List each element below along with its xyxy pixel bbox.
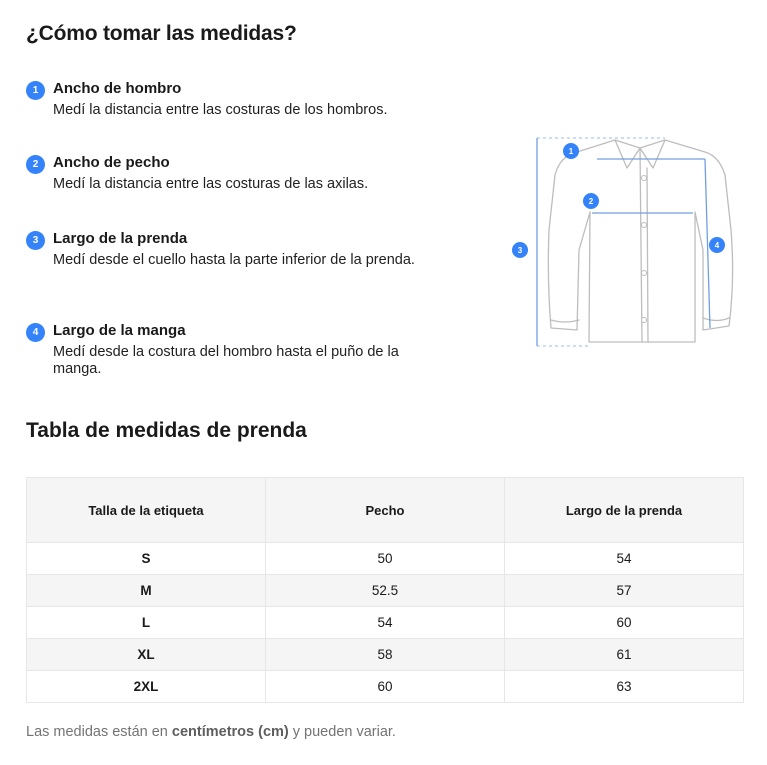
table-row: [27, 671, 744, 703]
measure-markers: [512, 143, 725, 258]
step-title: Ancho de pecho: [53, 154, 170, 171]
marker-1: 1: [568, 147, 574, 156]
step-description: Medí la distancia entre las costuras de las axilas.: [53, 176, 369, 192]
disclaimer-suffix: y pueden variar.: [288, 724, 396, 740]
page-title: ¿Cómo tomar las medidas?: [26, 22, 297, 45]
chest-cell: 58: [266, 639, 505, 671]
disclaimer-prefix: Las medidas están en: [26, 724, 172, 740]
table-header-row: [27, 478, 744, 543]
step-number-badge: 1: [26, 81, 45, 100]
step-title: Ancho de hombro: [53, 80, 182, 97]
length-cell: 57: [505, 575, 744, 607]
table-row: [27, 543, 744, 575]
size-cell: 2XL: [27, 671, 266, 703]
chest-cell: 60: [266, 671, 505, 703]
column-header-chest: Pecho: [266, 478, 505, 543]
step-title: Largo de la prenda: [53, 230, 188, 247]
length-cell: 54: [505, 543, 744, 575]
column-header-size: Talla de la etiqueta: [27, 478, 266, 543]
shirt-measurement-icon: [505, 130, 745, 355]
marker-4: 4: [714, 241, 720, 250]
step-title: Largo de la manga: [53, 322, 186, 339]
table-row: [27, 607, 744, 639]
disclaimer-units: centímetros (cm): [171, 724, 289, 740]
size-cell: L: [27, 607, 266, 639]
chest-cell: 50: [266, 543, 505, 575]
units-disclaimer: [26, 724, 396, 740]
step-description: Medí desde el cuello hasta la parte inferior de la prenda.: [53, 252, 415, 268]
size-table-title: Tabla de medidas de prenda: [26, 419, 307, 442]
step-number-badge: 4: [26, 323, 45, 342]
marker-2: 2: [588, 197, 594, 206]
step-description: Medí la distancia entre las costuras de los hombros.: [53, 102, 388, 118]
shirt-measurement-illustration: [505, 130, 745, 355]
marker-3: 3: [517, 246, 523, 255]
size-cell: M: [27, 575, 266, 607]
step-description: Medí desde la costura del hombro hasta el puño de la manga.: [53, 344, 399, 377]
table-row: [27, 575, 744, 607]
size-table: [26, 477, 744, 703]
size-cell: XL: [27, 639, 266, 671]
length-cell: 61: [505, 639, 744, 671]
length-cell: 60: [505, 607, 744, 639]
column-header-length: Largo de la prenda: [505, 478, 744, 543]
chest-cell: 54: [266, 607, 505, 639]
size-cell: S: [27, 543, 266, 575]
length-cell: 63: [505, 671, 744, 703]
table-row: [27, 639, 744, 671]
chest-cell: 52.5: [266, 575, 505, 607]
step-number-badge: 2: [26, 155, 45, 174]
step-number-badge: 3: [26, 231, 45, 250]
